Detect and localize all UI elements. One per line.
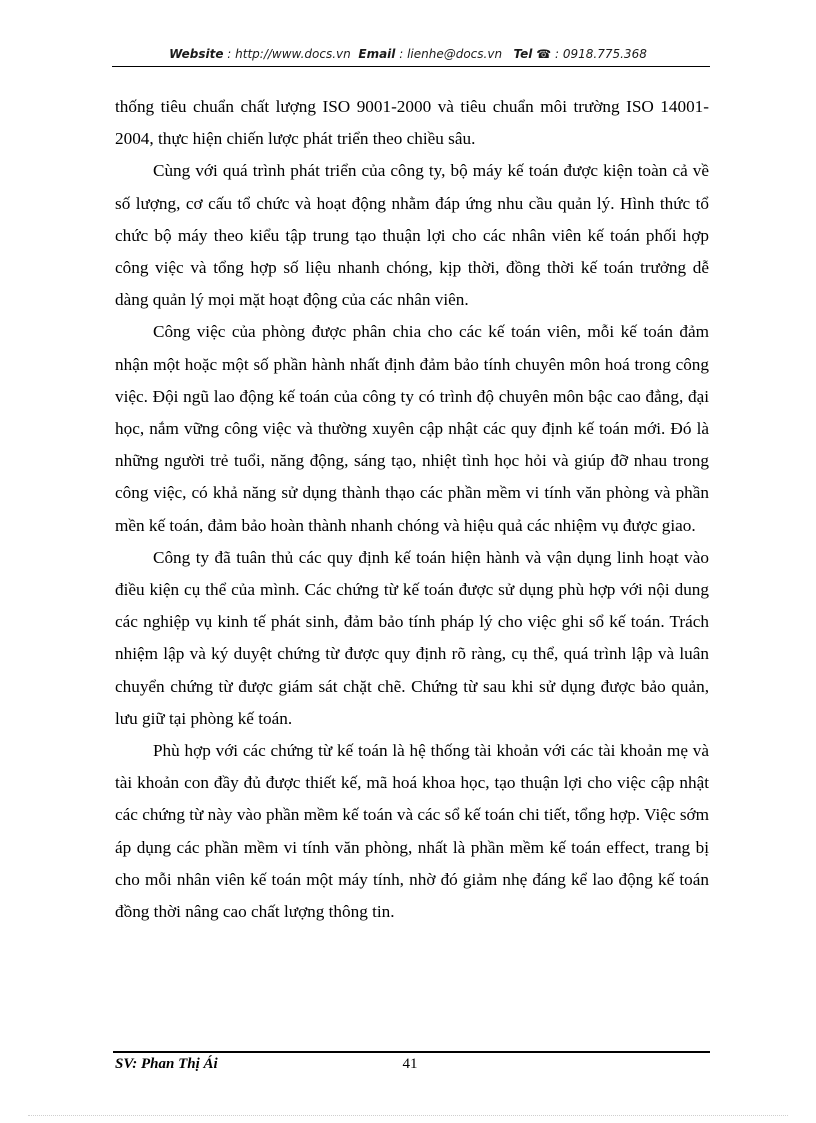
tel-label: Tel bbox=[513, 47, 533, 61]
footer-divider bbox=[113, 1051, 710, 1053]
telephone-icon: ☎ bbox=[536, 47, 552, 61]
header-divider bbox=[112, 66, 710, 67]
tel-value: : 0918.775.368 bbox=[551, 47, 647, 61]
paragraph-1: thống tiêu chuẩn chất lượng ISO 9001-2000 và tiêu chuẩn môi trường ISO 14001-2004, thực hiện chiến lược phát triển theo chiều sâu. bbox=[115, 97, 709, 149]
email-label: Email bbox=[358, 47, 396, 61]
website-value: : http://www.docs.vn bbox=[223, 47, 351, 61]
page-bottom-dotted-line bbox=[28, 1115, 788, 1116]
page-number: 41 bbox=[402, 1056, 418, 1072]
paragraph-5: Phù hợp với các chứng từ kế toán là hệ thống tài khoản với các tài khoản mẹ và tài khoản con đầy đủ được thiết kế, mã hoá khoa học, tạo thuận lợi cho việc cập nhật các chứng từ này vào phần mềm kế toán và các sổ kế toán chi tiết, tổng hợp. Việc sớm áp dụng các phần mềm vi tính văn phòng, nhất là phần mềm kế toán effect, trang bị cho mỗi nhân viên kế toán một máy tính, nhờ đó giảm nhẹ đáng kể lao động kế toán đồng thời nâng cao chất lượng thông tin. bbox=[115, 741, 709, 922]
page-header bbox=[0, 47, 816, 61]
paragraph-2: Cùng với quá trình phát triển của công ty, bộ máy kế toán được kiện toàn cả về số lượng, cơ cấu tổ chức và hoạt động nhằm đáp ứng nhu cầu quản lý. Hình thức tổ chức bộ máy theo kiểu tập trung tạo thuận lợi cho các nhân viên kế toán phối hợp công việc và tổng hợp số liệu nhanh chóng, kịp thời, đồng thời kế toán trưởng dễ dàng quản lý mọi mặt hoạt động của các nhân viên. bbox=[115, 161, 709, 310]
paragraph-4: Công ty đã tuân thủ các quy định kế toán hiện hành và vận dụng linh hoạt vào điều kiện cụ thể của mình. Các chứng từ kế toán được sử dụng phù hợp với nội dung các nghiệp vụ kinh tế phát sinh, đảm bảo tính pháp lý cho việc ghi sổ kế toán. Trách nhiệm lập và ký duyệt chứng từ được quy định rõ ràng, cụ thể, quá trình lập và luân chuyển chứng từ được giám sát chặt chẽ. Chứng từ sau khi sử dụng được bảo quản, lưu giữ tại phòng kế toán. bbox=[115, 547, 709, 728]
paragraph-3: Công việc của phòng được phân chia cho các kế toán viên, mỗi kế toán đảm nhận một hoặc một số phần hành nhất định đảm bảo tính chuyên môn hoá trong công việc. Đội ngũ lao động kế toán của công ty có trình độ chuyên môn bậc cao đẳng, đại học, nắm vững công việc và thường xuyên cập nhật các quy định kế toán mới. Đó là những người trẻ tuổi, năng động, sáng tạo, nhiệt tình học hỏi và giúp đỡ nhau trong công việc, có khả năng sử dụng thành thạo các phần mềm vi tính văn phòng và phần mền kế toán, đảm bảo hoàn thành nhanh chóng và hiệu quả các nhiệm vụ được giao. bbox=[115, 322, 709, 535]
footer-author: SV: Phan Thị Ái bbox=[115, 1056, 218, 1072]
body-text bbox=[115, 91, 709, 928]
website-label: Website bbox=[169, 47, 224, 61]
email-value: : lienhe@docs.vn bbox=[395, 47, 503, 61]
